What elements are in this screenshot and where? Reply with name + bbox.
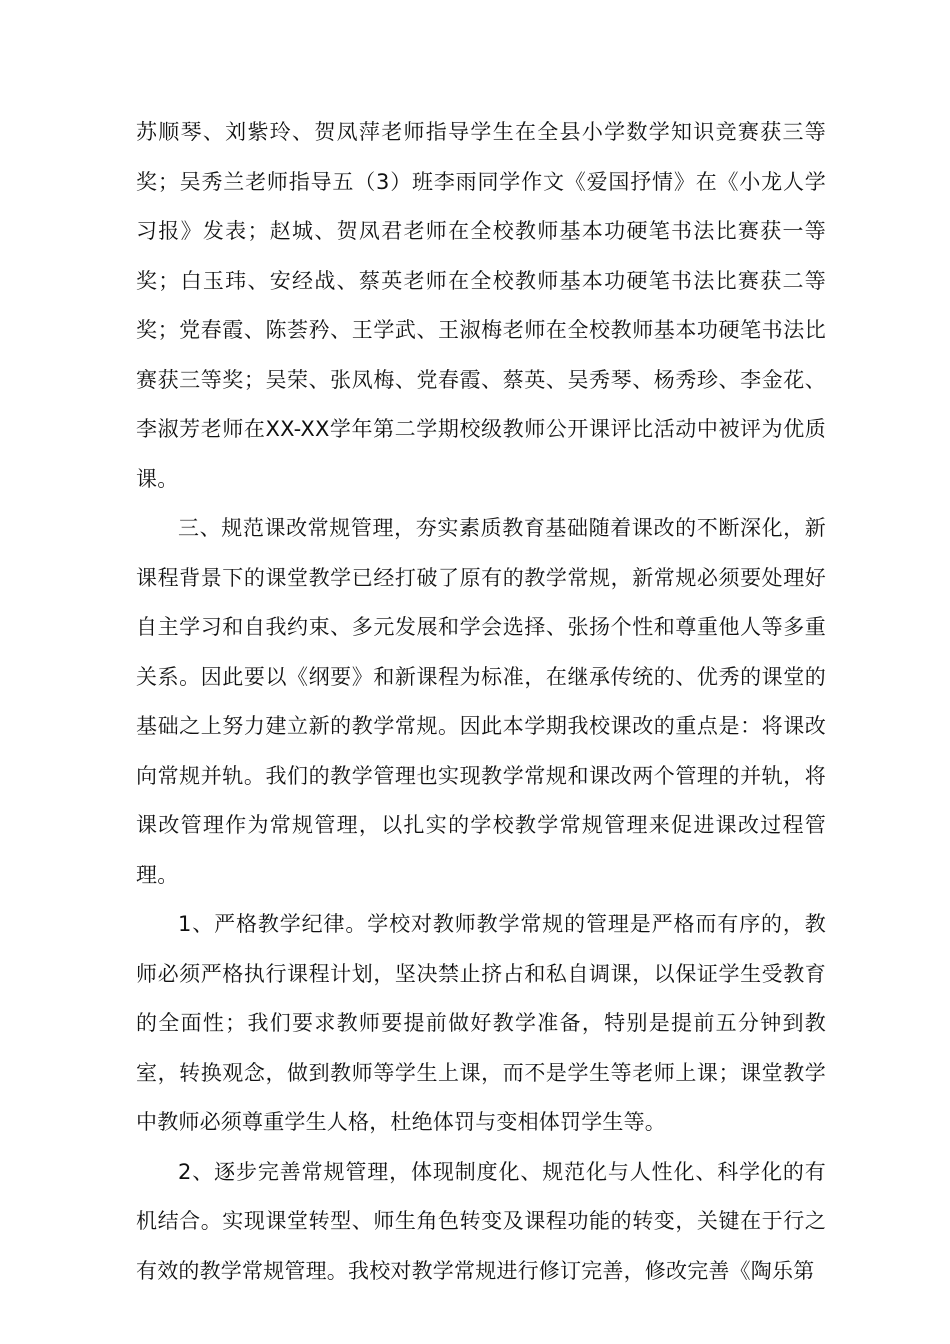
paragraph-section-three: 三、规范课改常规管理，夯实素质教育基础随着课改的不断深化，新课程背景下的课堂教学已经打破了原有的教学常规，新常规必须要处理好自主学习和自我约束、多元发展和学会选择、张扬个性和尊重他人等多重关系。因此要以《纲要》和新课程为标准，在继承传统的、优秀的课堂的基础之上努力建立新的教学常规。因此本学期我校课改的重点是：将课改向常规并轨。我们的教学管理也实现教学常规和课改两个管理的并轨，将课改管理作为常规管理，以扎实的学校教学常规管理来促进课改过程管理。	[136, 516, 826, 887]
paragraph-item-one: 1、严格教学纪律。学校对教师教学常规的管理是严格而有序的，教师必须严格执行课程计划，坚决禁止挤占和私自调课，以保证学生受教育的全面性；我们要求教师要提前做好教学准备，特别是提前五分钟到教室，转换观念，做到教师等学生上课，而不是学生等老师上课；课堂教学中教师必须尊重学生人格，杜绝体罚与变相体罚学生等。	[136, 912, 826, 1134]
paragraph-awards-continued: 苏顺琴、刘紫玲、贺凤萍老师指导学生在全县小学数学知识竞赛获三等奖；吴秀兰老师指导五（3）班李雨同学作文《爱国抒情》在《小龙人学习报》发表；赵城、贺凤君老师在全校教师基本功硬笔书法比赛获一等奖；白玉玮、安经战、蔡英老师在全校教师基本功硬笔书法比赛获二等奖；党春霞、陈荟矜、王学武、王淑梅老师在全校教师基本功硬笔书法比赛获三等奖；吴荣、张凤梅、党春霞、蔡英、吴秀琴、杨秀珍、李金花、李淑芳老师在XX-XX学年第二学期校级教师公开课评比活动中被评为优质课。	[136, 120, 826, 491]
paragraph-item-two: 2、逐步完善常规管理，体现制度化、规范化与人性化、科学化的有机结合。实现课堂转型、师生角色转变及课程功能的转变，关键在于行之有效的教学常规管理。我校对教学常规进行修订完善，修改完善《陶乐第	[136, 1159, 826, 1283]
document-body	[136, 108, 826, 1296]
